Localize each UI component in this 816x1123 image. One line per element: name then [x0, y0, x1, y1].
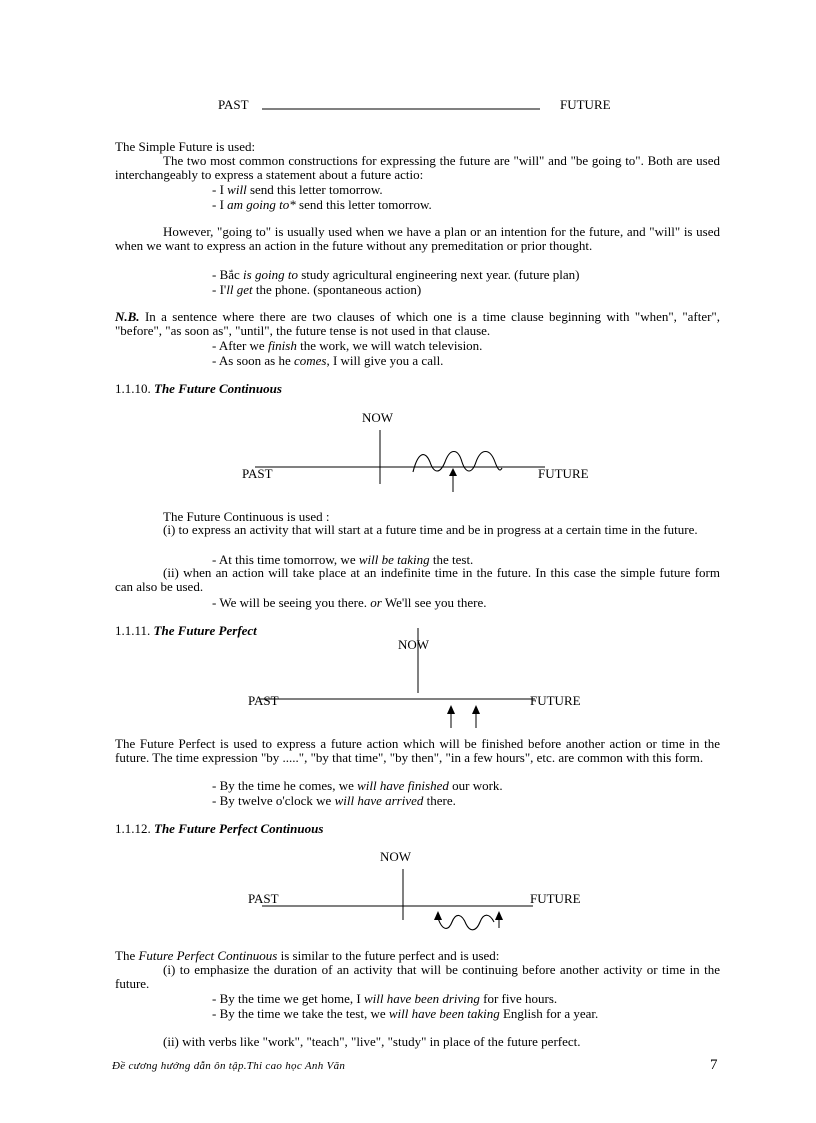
- arrow-head: [449, 468, 457, 476]
- future-continuous-use-1: (i) to express an activity that will start at a future time and be in progress at a certain time in the future.: [163, 522, 698, 537]
- future-perfect-continuous-use-1: (i) to emphasize the duration of an activity that will be continuing before another activity or time in the future.: [115, 962, 720, 991]
- future-label: FUTURE: [530, 693, 581, 708]
- future-label: FUTURE: [538, 466, 589, 481]
- example-line: - I'll get the phone. (spontaneous action): [212, 282, 422, 297]
- arrow-head: [495, 911, 503, 920]
- future-perfect-paragraph: The Future Perfect is used to express a future action which will be finished before another action or time in the future. The time expression "by .....", "by that time", "by then", "in a few hours", etc. are common with this form.: [115, 736, 720, 765]
- now-label: NOW: [362, 410, 394, 425]
- example-line: - By the time we get home, I will have been driving for five hours.: [212, 991, 558, 1006]
- now-label: NOW: [380, 849, 412, 864]
- arrow-head: [447, 705, 455, 714]
- example-line: - I am going to* send this letter tomorrow.: [212, 197, 432, 212]
- nb-paragraph: N.B. In a sentence where there are two clauses of which one is a time clause beginning with "when", "after", "before", "as soon as", "until", the future tense is not used in that clause.: [115, 309, 720, 338]
- past-label: PAST: [218, 97, 249, 112]
- wavy-progress-line: [413, 452, 502, 473]
- future-continuous-diagram: [242, 410, 589, 492]
- future-perfect-continuous-intro: The Future Perfect Continuous is similar to the future perfect and is used:: [115, 948, 500, 963]
- past-label: PAST: [248, 693, 279, 708]
- example-line: - At this time tomorrow, we will be taking the test.: [212, 552, 474, 567]
- past-label: PAST: [248, 891, 279, 906]
- section-heading-future-perfect-continuous: 1.1.12. The Future Perfect Continuous: [115, 821, 324, 836]
- top-timeline: [218, 97, 611, 112]
- example-line: - By the time we take the test, we will have been taking English for a year.: [212, 1006, 599, 1021]
- arrow-head: [472, 705, 480, 714]
- future-label: FUTURE: [560, 97, 611, 112]
- page-footer: Đề cương hướng dẫn ôn tập.Thi cao học Anh Văn: [112, 1060, 346, 1072]
- future-label: FUTURE: [530, 891, 581, 906]
- simple-future-intro: The Simple Future is used:: [115, 139, 256, 154]
- wavy-progress-line: [438, 915, 494, 930]
- arrow-head: [434, 911, 442, 920]
- past-label: PAST: [242, 466, 273, 481]
- simple-future-paragraph-2: However, "going to" is usually used when we have a plan or an intention for the future, and "will" is used when we want to express an action in the future without any premeditation or prior thought.: [115, 224, 720, 253]
- example-line: - After we finish the work, we will watch television.: [212, 338, 483, 353]
- example-line: - We will be seeing you there. or We'll see you there.: [212, 595, 487, 610]
- future-perfect-continuous-diagram: [248, 849, 581, 930]
- future-continuous-use-2: (ii) when an action will take place at an indefinite time in the future. In this case the simple future form can also be used.: [115, 565, 720, 594]
- future-perfect-continuous-use-2: (ii) with verbs like "work", "teach", "live", "study" in place of the future perfect.: [163, 1034, 581, 1049]
- simple-future-paragraph-1: The two most common constructions for expressing the future are "will" and "be going to". Both are used interchangeably to express a statement about a future actio:: [115, 153, 720, 182]
- example-line: - By the time he comes, we will have finished our work.: [212, 778, 503, 793]
- example-line: - I will send this letter tomorrow.: [212, 182, 383, 197]
- page-number: 7: [710, 1057, 718, 1073]
- section-heading-future-continuous: 1.1.10. The Future Continuous: [115, 381, 282, 396]
- example-line: - Bắc is going to study agricultural engineering next year. (future plan): [212, 267, 580, 282]
- future-perfect-diagram: [248, 628, 581, 728]
- future-continuous-intro: The Future Continuous is used :: [163, 509, 330, 524]
- example-line: - As soon as he comes, I will give you a call.: [212, 353, 444, 368]
- section-heading-future-perfect: 1.1.11. The Future Perfect: [115, 623, 257, 638]
- now-label: NOW: [398, 637, 430, 652]
- example-line: - By twelve o'clock we will have arrived there.: [212, 793, 456, 808]
